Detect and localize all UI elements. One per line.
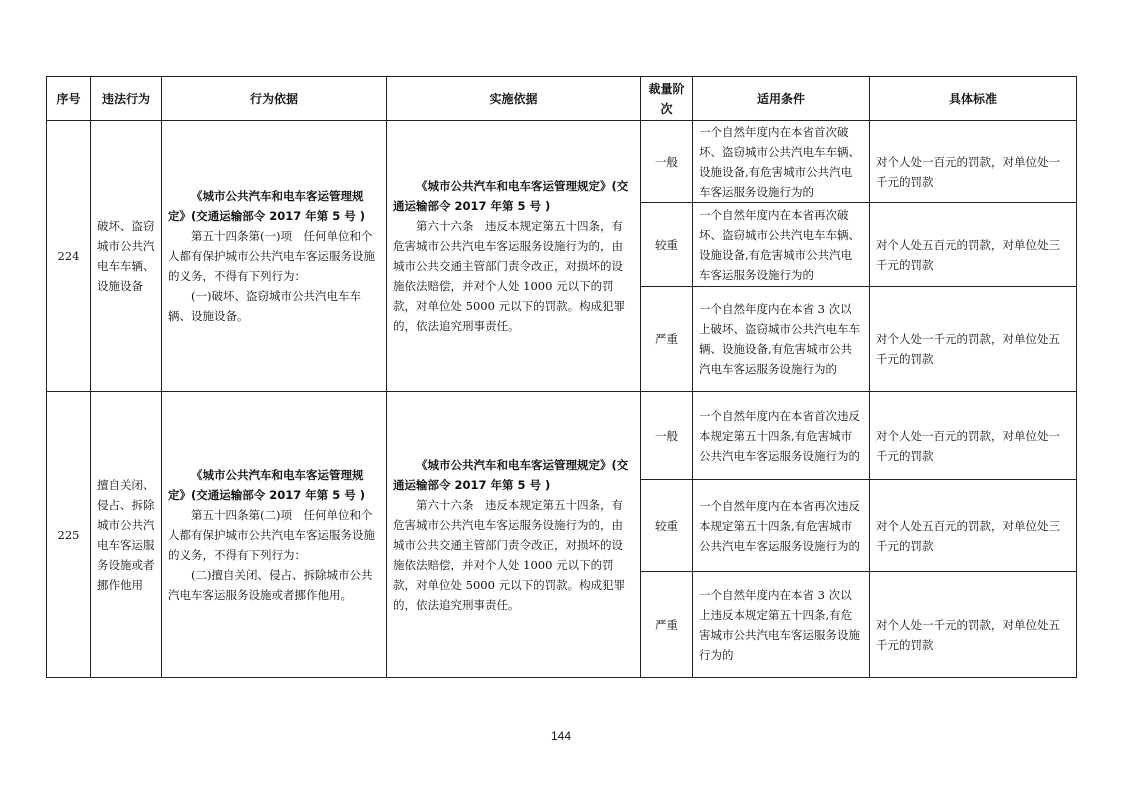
standard-cell bbox=[870, 287, 1077, 392]
standard-text: 对个人处一千元的罚款，对单位处五千元的罚款 bbox=[876, 332, 1060, 366]
penalty-discretion-table bbox=[46, 76, 1077, 678]
level-cell: 一般 bbox=[641, 121, 693, 203]
header-cell-act: 违法行为 bbox=[91, 77, 162, 121]
condition-cell: 一个自然年度内在本省 3 次以上破坏、盗窃城市公共汽电车车辆、设施设备,有危害城市公共汽电车客运服务设施行为的 bbox=[693, 287, 870, 392]
table-row bbox=[47, 392, 1077, 480]
level-cell: 较重 bbox=[641, 203, 693, 287]
row-number: 225 bbox=[47, 392, 91, 678]
violation-cell: 破坏、盗窃城市公共汽电车车辆、设施设备 bbox=[91, 121, 162, 392]
level-cell: 较重 bbox=[641, 480, 693, 572]
condition-cell: 一个自然年度内在本省再次违反本规定第五十四条,有危害城市公共汽电车客运服务设施行为的 bbox=[693, 480, 870, 572]
standard-text: 对个人处一百元的罚款，对单位处一千元的罚款 bbox=[876, 428, 1060, 463]
header-cell-standard: 具体标准 bbox=[870, 77, 1077, 121]
basis-cell bbox=[162, 392, 387, 678]
level-cell: 严重 bbox=[641, 287, 693, 392]
implementation-body: 第六十六条 违反本规定第五十四条，有危害城市公共汽电车客运服务设施行为的，由城市公共交通主管部门责令改正，对损坏的设施依法赔偿，并对个人处 1000 元以下的罚款，对单位处 5000 元以下的罚款。构成犯罪的，依法追究刑事责任。 bbox=[393, 497, 626, 612]
level-cell: 一般 bbox=[641, 392, 693, 480]
violation-cell: 擅自关闭、侵占、拆除城市公共汽电车客运服务设施或者挪作他用 bbox=[91, 392, 162, 678]
condition-cell: 一个自然年度内在本省首次违反本规定第五十四条,有危害城市公共汽电车客运服务设施行为的 bbox=[693, 392, 870, 480]
standard-cell bbox=[870, 203, 1077, 287]
implementation-title: 《城市公共汽车和电车客运管理规定》(交通运输部令 2017 年第 5 号 ) bbox=[393, 179, 629, 213]
implementation-body: 第六十六条 违反本规定第五十四条，有危害城市公共汽电车客运服务设施行为的，由城市公共交通主管部门责令改正，对损坏的设施依法赔偿，并对个人处 1000 元以下的罚款，对单位处 5000 元以下的罚款。构成犯罪的，依法追究刑事责任。 bbox=[393, 219, 626, 333]
implementation-title: 《城市公共汽车和电车客运管理规定》(交通运输部令 2017 年第 5 号 ) bbox=[393, 457, 629, 492]
condition-cell: 一个自然年度内在本省首次破坏、盗窃城市公共汽电车车辆、设施设备,有危害城市公共汽电车客运服务设施行为的 bbox=[693, 121, 870, 203]
basis-item: (二)擅自关闭、侵占、拆除城市公共汽电车客运服务设施或者挪作他用。 bbox=[168, 567, 373, 602]
standard-text: 对个人处一百元的罚款，对单位处一千元的罚款 bbox=[876, 154, 1060, 189]
basis-body: 第五十四条第(一)项 任何单位和个人都有保护城市公共汽电车客运服务设施的义务，不得有下列行为： bbox=[168, 229, 375, 283]
standard-cell bbox=[870, 121, 1077, 203]
header-cell-basis: 行为依据 bbox=[162, 77, 387, 121]
basis-item: (一)破坏、盗窃城市公共汽电车车辆、设施设备。 bbox=[168, 289, 361, 323]
standard-cell bbox=[870, 392, 1077, 480]
header-cell-implementation: 实施依据 bbox=[387, 77, 641, 121]
standard-text: 对个人处一千元的罚款，对单位处五千元的罚款 bbox=[876, 617, 1060, 652]
standard-cell bbox=[870, 480, 1077, 572]
header-cell-condition: 适用条件 bbox=[693, 77, 870, 121]
row-number: 224 bbox=[47, 121, 91, 392]
implementation-cell bbox=[387, 121, 641, 392]
basis-body: 第五十四条第(二)项 任何单位和个人都有保护城市公共汽电车客运服务设施的义务，不得有下列行为： bbox=[168, 507, 375, 562]
standard-cell bbox=[870, 572, 1077, 678]
header-cell-level: 裁量阶次 bbox=[641, 77, 693, 121]
standard-text: 对个人处五百元的罚款，对单位处三千元的罚款 bbox=[876, 518, 1060, 553]
level-cell: 严重 bbox=[641, 572, 693, 678]
basis-title: 《城市公共汽车和电车客运管理规定》(交通运输部令 2017 年第 5 号 ) bbox=[168, 189, 366, 223]
page-number: 144 bbox=[550, 729, 572, 743]
implementation-cell bbox=[387, 392, 641, 678]
basis-cell bbox=[162, 121, 387, 392]
condition-cell: 一个自然年度内在本省 3 次以上违反本规定第五十四条,有危害城市公共汽电车客运服务设施行为的 bbox=[693, 572, 870, 678]
condition-cell: 一个自然年度内在本省再次破坏、盗窃城市公共汽电车车辆、设施设备,有危害城市公共汽电车客运服务设施行为的 bbox=[693, 203, 870, 287]
basis-title: 《城市公共汽车和电车客运管理规定》(交通运输部令 2017 年第 5 号 ) bbox=[168, 467, 366, 502]
header-cell-no: 序号 bbox=[47, 77, 91, 121]
header-row bbox=[47, 77, 1077, 121]
standard-text: 对个人处五百元的罚款，对单位处三千元的罚款 bbox=[876, 237, 1060, 272]
table-row bbox=[47, 121, 1077, 203]
